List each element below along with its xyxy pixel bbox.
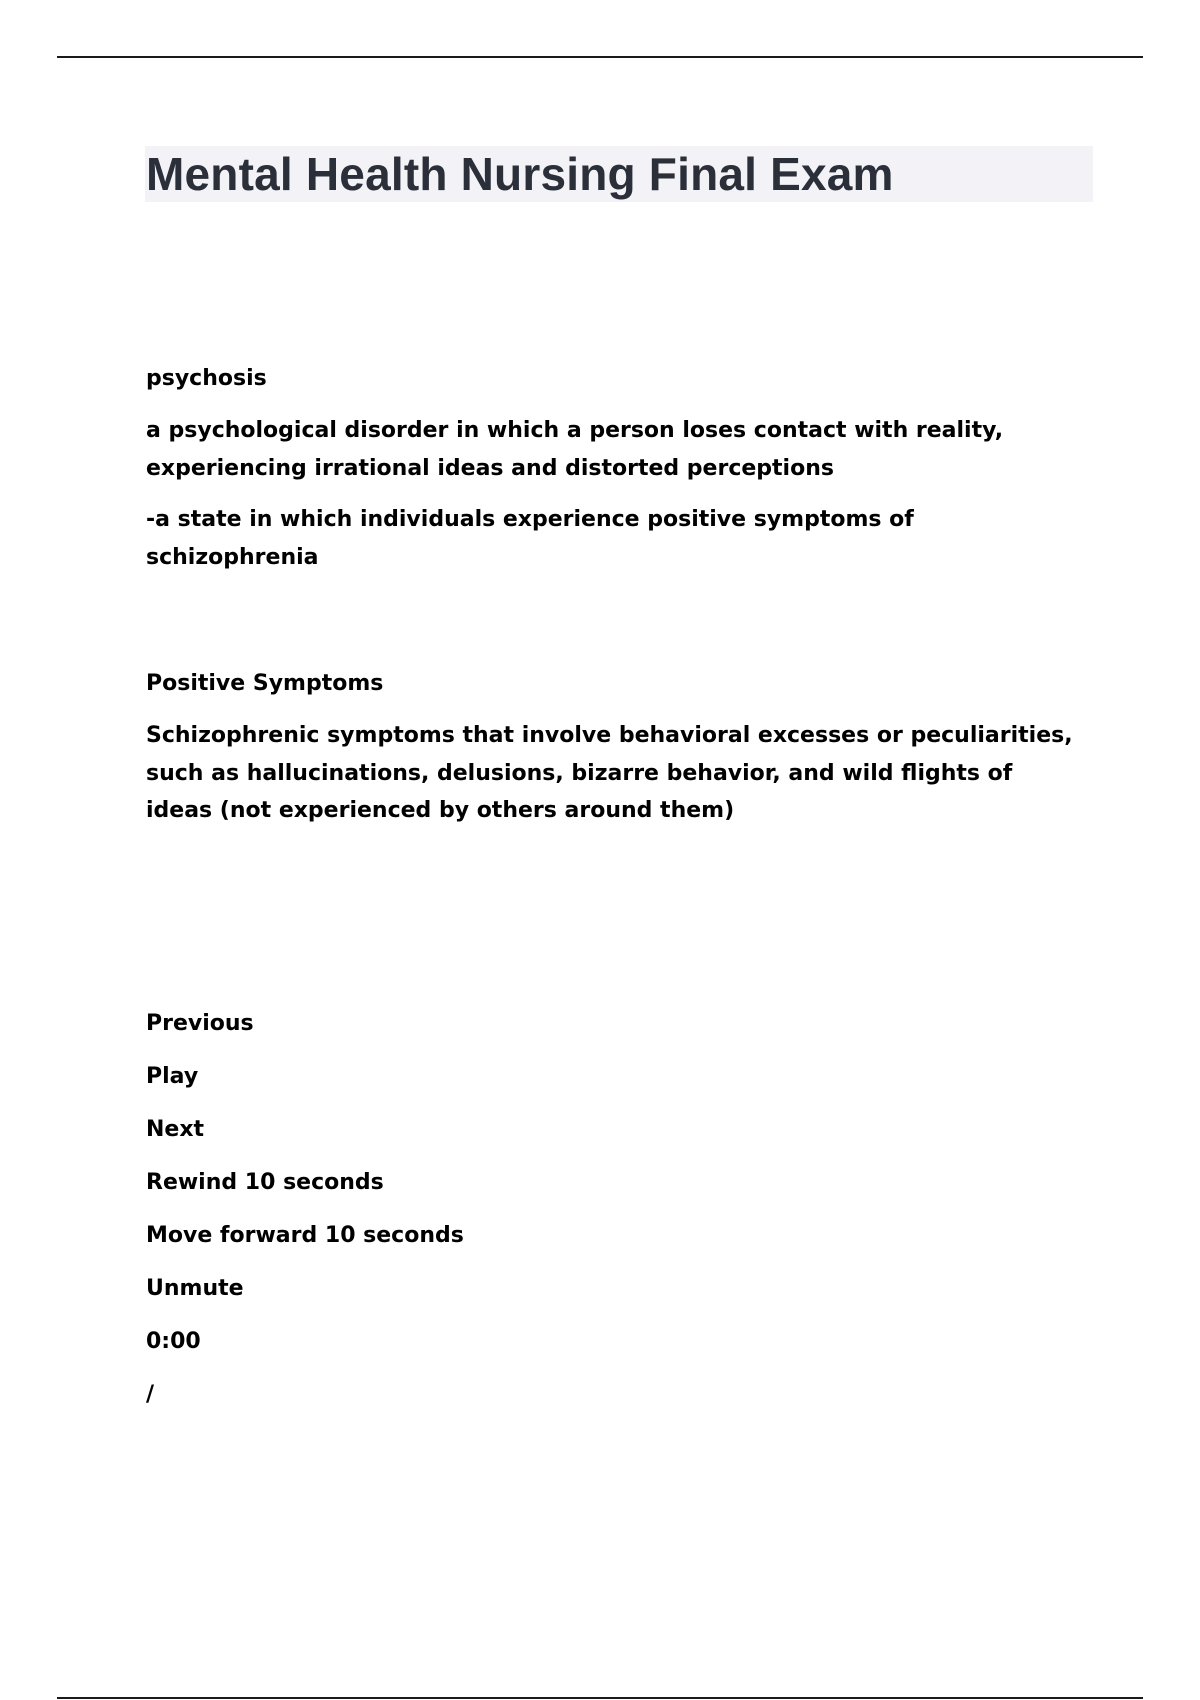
card-definition-extra: -a state in which individuals experience positive symptoms of schizophrenia: [146, 507, 914, 570]
bottom-divider: [57, 1697, 1143, 1699]
rewind-10-button[interactable]: Rewind 10 seconds: [146, 1170, 384, 1195]
next-button[interactable]: Next: [146, 1117, 205, 1142]
previous-button[interactable]: Previous: [146, 1011, 254, 1036]
card-definition: a psychological disorder in which a person loses contact with reality, experiencing irrational ideas and distorted perceptions: [146, 418, 1004, 481]
unmute-button[interactable]: Unmute: [146, 1276, 244, 1301]
card-definition: Schizophrenic symptoms that involve behavioral excesses or peculiarities, such as hallucinations, delusions, bizarre behavior, and wild flights of ideas (not experienced by others around them): [146, 723, 1073, 823]
top-divider: [57, 56, 1143, 58]
current-time: 0:00: [146, 1329, 201, 1354]
page-title: Mental Health Nursing Final Exam: [146, 148, 894, 200]
flashcard-positive-symptoms: [146, 665, 1086, 830]
card-term: psychosis: [146, 366, 267, 391]
forward-10-button[interactable]: Move forward 10 seconds: [146, 1223, 464, 1248]
flashcard-psychosis: [146, 360, 1086, 576]
play-button[interactable]: Play: [146, 1064, 199, 1089]
card-term: Positive Symptoms: [146, 671, 384, 696]
audio-player-controls: [146, 1005, 464, 1429]
time-separator: /: [146, 1382, 155, 1407]
